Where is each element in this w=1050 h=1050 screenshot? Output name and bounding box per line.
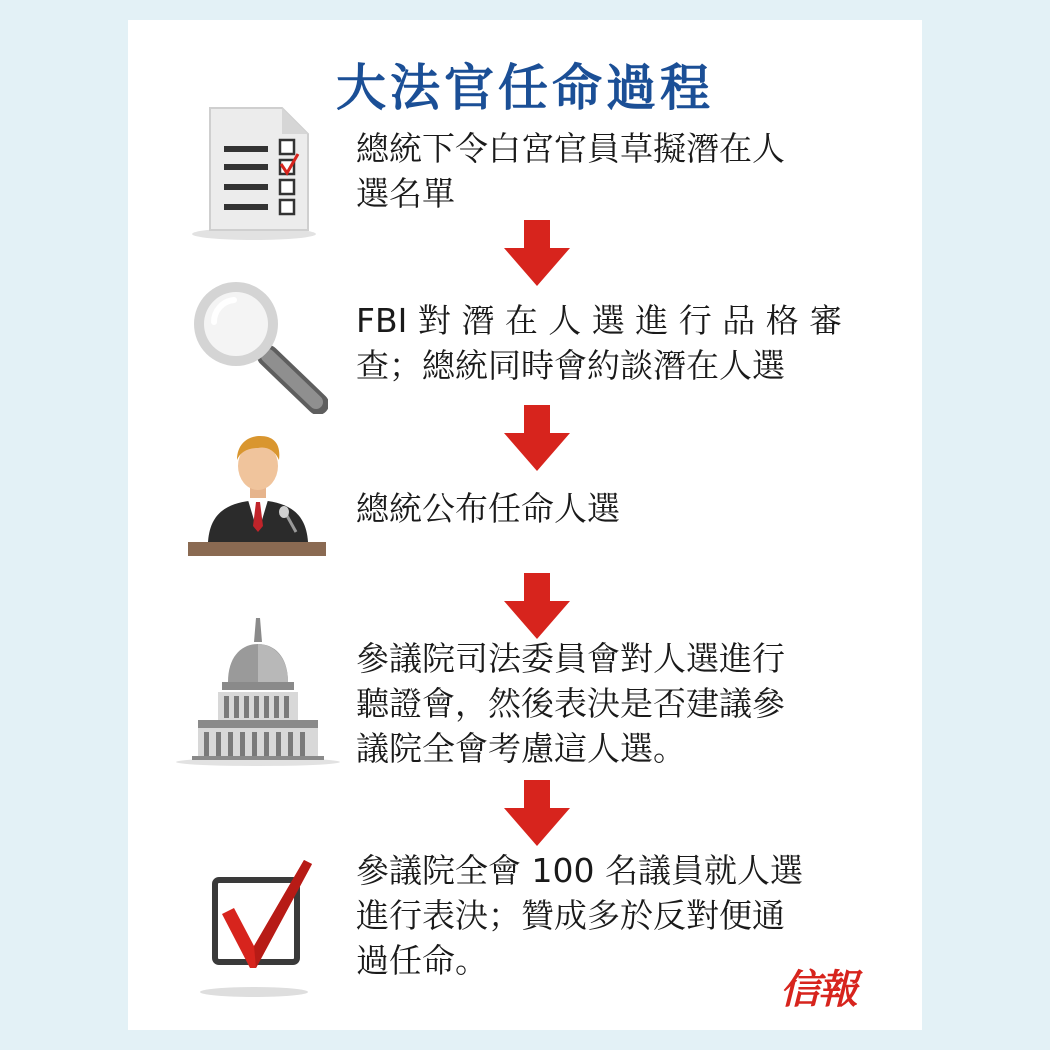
text-line: 參議院司法委員會對人選進行 (356, 639, 785, 678)
text-line: 選名單 (356, 174, 455, 213)
checklist-icon (190, 106, 330, 246)
page-title: 大法官任命過程 (336, 59, 714, 117)
magnifier-icon (186, 278, 328, 414)
text-line: 總統下令白宮官員草擬潛在人 (356, 129, 785, 168)
down-arrow-icon (502, 405, 572, 473)
down-arrow-icon (502, 220, 572, 288)
text-line: 議院全會考慮這人選。 (356, 729, 686, 768)
text-line: 總統公布任命人選 (356, 489, 620, 528)
text-line: FBI 對 潛 在 人 選 進 行 品 格 審 (356, 301, 843, 340)
down-arrow-icon (502, 573, 572, 641)
checkbox-icon (198, 856, 318, 1004)
president-icon (188, 434, 328, 560)
step-3-text (356, 486, 620, 531)
down-arrow-icon (502, 780, 572, 848)
step-1-text (356, 126, 785, 216)
capitol-icon (172, 616, 344, 768)
step-2-text (356, 298, 842, 388)
infographic-card (128, 20, 922, 1030)
text-line: 過任命。 (356, 941, 488, 980)
text-line: 進行表決；贊成多於反對便通 (356, 896, 785, 935)
step-4-text (356, 636, 785, 771)
text-line: 查；總統同時會約談潛在人選 (356, 346, 785, 385)
text-line: 聽證會，然後表決是否建議參 (356, 684, 785, 723)
publisher-logo: 信報 (780, 966, 856, 1013)
step-5-text (356, 848, 803, 983)
text-line: 參議院全會 100 名議員就人選 (356, 851, 803, 890)
